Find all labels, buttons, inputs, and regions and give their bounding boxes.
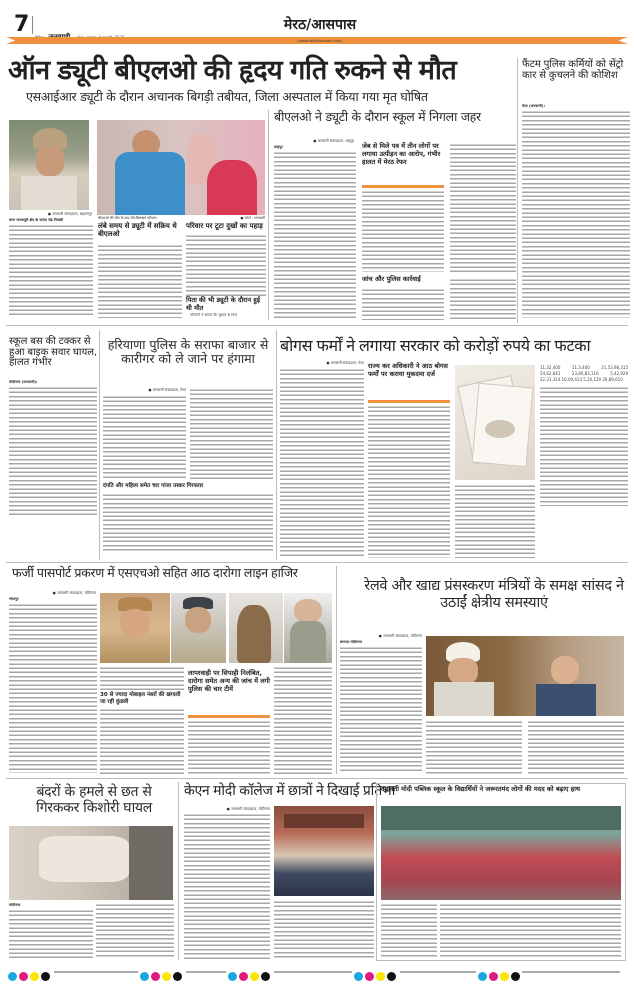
story2-headline: बीएलओ ने ड्यूटी के दौरान स्कूल में निगला जहर xyxy=(274,109,481,124)
cyan-dot xyxy=(8,972,17,981)
injured-girl-photo xyxy=(9,826,173,900)
side-headline: फैंटम पुलिस कर्मियों को सेंट्रो कार से कुचलने की कोशिश xyxy=(522,59,624,81)
lead-headline: ऑन ड्यूटी बीएलओ की हृदय गति रुकने से मौत xyxy=(8,55,457,86)
story4-byline: ● जनवाणी संवाददाता, मेरठ xyxy=(148,388,186,392)
story8-headline: बंदरों के हमले से छत से गिरककर किशोरी घायल xyxy=(36,784,152,817)
story5-figure: 22,31,314 xyxy=(540,377,561,383)
story2-highlight: जेब से मिले पत्र में तीन लोगों पर लगाया उत्पीड़न का आरोप, गंभीर हालत में मेरठ रेफर xyxy=(362,142,441,166)
story3-body-lead: मोदीनगर (जनवाणी)। xyxy=(9,380,38,384)
story6-subhead: 30 से ज्यादा मोबाइल नंबरों की खंगाली जा रही कुंडली xyxy=(100,692,181,705)
lead-body-lead: थाना जनकपुरी क्षेत्र के जनता रोड निवासी xyxy=(9,218,64,222)
website-link[interactable]: | www.dainikjanwani.com | xyxy=(296,39,344,43)
story5-figure: 5,20,129 xyxy=(583,377,602,383)
story6-highlight: लापरवाही पर सिपाही निलंबित, दारोगा समेत अन्य की जांच में लगी पुलिस की चार टीमें xyxy=(188,669,270,693)
story5-figure: 21,53,98,315 xyxy=(601,365,628,370)
lead-body-2: परिजनों ने बताया कि सुभाष के पिता xyxy=(190,313,238,317)
story9-byline: ● जनवाणी संवाददाता, मोदीनगर xyxy=(226,807,270,811)
lead-byline: ● जनवाणी संवाददाता, सहारनपुर xyxy=(47,212,92,216)
story6-byline: ● जनवाणी संवाददाता, मोदीनगर xyxy=(52,591,96,595)
currency-notes-photo xyxy=(455,365,535,480)
officer-photo-2 xyxy=(171,593,226,663)
blo-portrait-photo xyxy=(9,120,89,210)
photo-caption: बीएलओ की मौत के बाद रोते-बिलखते परिजन। xyxy=(98,216,158,220)
story2-subhead: जांच और पुलिस कार्रवाई xyxy=(362,275,421,283)
side-body-lead: मेरठ (जनवाणी)। xyxy=(522,104,545,108)
story8-body-lead: मोदीनगर xyxy=(9,903,21,907)
man-photo xyxy=(284,593,332,663)
story5-figure: 5,42,929 xyxy=(610,371,628,377)
story5-figure: 11,3,400 xyxy=(571,365,590,370)
story5-highlight: राज्य कर अधिकारी ने आठ बोगस फर्मों पर कराया मुकदमा दर्ज xyxy=(368,362,448,378)
lead-subhead-father: पिता की भी ड्यूटी के दौरान हुई थी मौत xyxy=(186,296,261,312)
masthead xyxy=(0,0,634,40)
lead-subhead-active: लंबे समय से ड्यूटी में सक्रिय थे बीएलओ xyxy=(98,222,177,239)
story7-headline: रेलवे और खाद्य प्रंसस्करण मंत्रियों के समक्ष सांसद ने उठाईं क्षेत्रीय समस्याएं xyxy=(364,578,624,611)
story6-body-lead: भोजपुर xyxy=(9,597,19,601)
photo-credit: ● फोटो : जनवाणी xyxy=(240,216,265,220)
lead-subhead-family: परिवार पर टूटा दुखों का पहाड़ xyxy=(186,222,263,230)
yellow-dot xyxy=(30,972,39,981)
grieving-family-photo xyxy=(97,120,265,215)
story5-figure: 54,62,641 xyxy=(540,371,561,377)
officer-photo-1 xyxy=(100,593,170,663)
mp-meeting-photo xyxy=(426,636,624,716)
registration-marks xyxy=(0,964,634,982)
story5-figure: 11,32,400 xyxy=(540,365,561,370)
section-title: मेरठ/आसपास xyxy=(283,17,357,33)
story5-figure: 23,80,83,116 xyxy=(571,371,599,377)
college-students-photo xyxy=(274,806,374,896)
black-dot xyxy=(41,972,50,981)
magenta-dot xyxy=(19,972,28,981)
story5-figures xyxy=(540,365,628,558)
story7-body-lead: बागपत-मोदीनगर xyxy=(340,640,362,644)
story5-figure: 26,89,610 xyxy=(602,377,623,383)
story4-subhead: दंपति और महिला समेत चार गांजा तस्कर गिरफ्तार xyxy=(103,483,204,489)
school-students-photo xyxy=(381,806,621,900)
story6-headline: फर्जी पासपोर्ट प्रकरण में एसएचओ सहित आठ दारोगा लाइन हाजिर xyxy=(12,565,298,580)
story5-headline: बोगस फर्मों ने लगाया सरकार को करोड़ों रुपये का फटका xyxy=(280,336,591,355)
page-number: 7 xyxy=(14,12,30,37)
story5-figure: 10,00,413 xyxy=(561,377,582,383)
story3-headline: स्कूल बस की टक्कर से हुआ बाइक सवार घायल, हालत गंभीर xyxy=(9,336,97,368)
story7-byline: ● जनवाणी संवाददाता, मोदीनगर xyxy=(378,634,422,638)
accused-woman-photo xyxy=(229,593,283,663)
story2-byline: ● जनवाणी संवाददाता, शाहपुर xyxy=(313,139,354,143)
story10-headline: दयावती मोदी पब्लिक स्कूल के विद्यार्थियों ने जरूरतमंद लोगों की मदद को बढ़ाए हाथ xyxy=(381,785,581,793)
lead-subheadline: एसआईआर ड्यूटी के दौरान अचानक बिगड़ी तबीयत, जिला अस्पताल में किया गया मृत घोषित xyxy=(26,89,428,104)
story5-byline: ● जनवाणी संवाददाता, मेरठ xyxy=(326,361,364,365)
story2-body-lead: शाहपुर xyxy=(274,145,283,149)
story4-headline: हरियाणा पुलिस के सराफा बाजार से कारीगर को ले जाने पर हंगामा xyxy=(107,337,269,367)
story9-headline: केएन मोदी कॉलेज में छात्रों ने दिखाई प्रतिभा xyxy=(184,783,396,799)
